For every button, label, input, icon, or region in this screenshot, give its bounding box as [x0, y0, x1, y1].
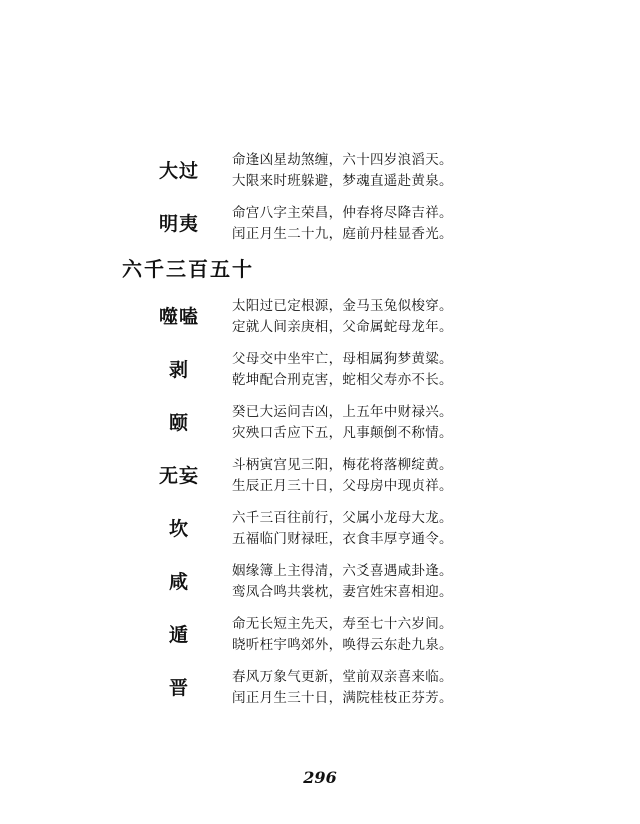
verse-block	[232, 402, 622, 444]
hexagram-name: 晋	[168, 677, 189, 699]
hexagram-name: 颐	[168, 412, 189, 434]
verse-line: 命逢凶星劫煞缠，六十四岁浪滔天。	[232, 152, 453, 168]
verse-line: 乾坤配合刑克害，蛇相父寿亦不长。	[232, 372, 453, 388]
hexagram-name: 咸	[168, 571, 189, 593]
verse-line: 太阳过已定根源，金马玉兔似梭穿。	[232, 298, 453, 314]
entry-xian	[0, 561, 640, 605]
verse-line: 命无长短主先天，寿至七十六岁间。	[232, 616, 453, 632]
hexagram-name: 坎	[168, 518, 189, 540]
hexagram-name: 无妄	[158, 465, 199, 487]
entry-daguo	[0, 150, 640, 194]
entry-dun	[0, 614, 640, 658]
hexagram-name: 明夷	[158, 213, 199, 235]
entry-mingyi	[0, 203, 640, 247]
verse-block	[232, 296, 622, 338]
verse-block	[232, 150, 622, 192]
verse-line: 晓听枉宇鸣郊外，唤得云东赴九泉。	[232, 637, 453, 653]
verse-line: 生辰正月三十日，父母房中现贞祥。	[232, 478, 453, 494]
verse-line: 闰正月生二十九，庭前丹桂显香光。	[232, 226, 453, 242]
verse-block	[232, 667, 622, 709]
verse-block	[232, 508, 622, 550]
verse-line: 癸已大运问吉凶，上五年中财禄兴。	[232, 404, 453, 420]
verse-line: 姻缘簿上主得清，六爻喜遇咸卦逢。	[232, 563, 453, 579]
entry-jin	[0, 667, 640, 711]
entry-bo	[0, 349, 640, 393]
page-number: 296	[303, 768, 337, 787]
hexagram-name: 大过	[158, 160, 199, 182]
verse-line: 斗柄寅宫见三阳，梅花将落柳绽黄。	[232, 457, 453, 473]
verse-block	[232, 614, 622, 656]
entry-shike	[0, 296, 640, 340]
hexagram-name: 遁	[168, 624, 189, 646]
verse-line: 鸾凤合鸣共裳枕，妻宫姓宋喜相迎。	[232, 584, 453, 600]
entry-kan	[0, 508, 640, 552]
verse-line: 大限来时班躲避，梦魂直遥赴黄泉。	[232, 173, 453, 189]
verse-line: 六千三百往前行，父属小龙母大龙。	[232, 510, 453, 526]
verse-line: 命宫八字主荣昌，仲春将尽降吉祥。	[232, 205, 453, 221]
verse-line: 父母交中坐牢亡，母相属狗梦黄粱。	[232, 351, 453, 367]
verse-block	[232, 561, 622, 603]
hexagram-name: 噬嗑	[158, 306, 199, 328]
verse-line: 五福临门财禄旺，衣食丰厚亨通令。	[232, 531, 453, 547]
section-title: 六千三百五十	[122, 257, 254, 281]
verse-line: 春风万象气更新，堂前双亲喜来临。	[232, 669, 453, 685]
verse-line: 灾殃口舌应下五，凡事颠倒不称情。	[232, 425, 453, 441]
verse-line: 闰正月生三十日，满院桂枝正芬芳。	[232, 690, 453, 706]
hexagram-name: 剥	[168, 359, 189, 381]
verse-line: 定就人间亲庚相，父命属蛇母龙年。	[232, 319, 453, 335]
verse-block	[232, 203, 622, 245]
entry-wuwang	[0, 455, 640, 499]
verse-block	[232, 455, 622, 497]
verse-block	[232, 349, 622, 391]
entry-yi	[0, 402, 640, 446]
